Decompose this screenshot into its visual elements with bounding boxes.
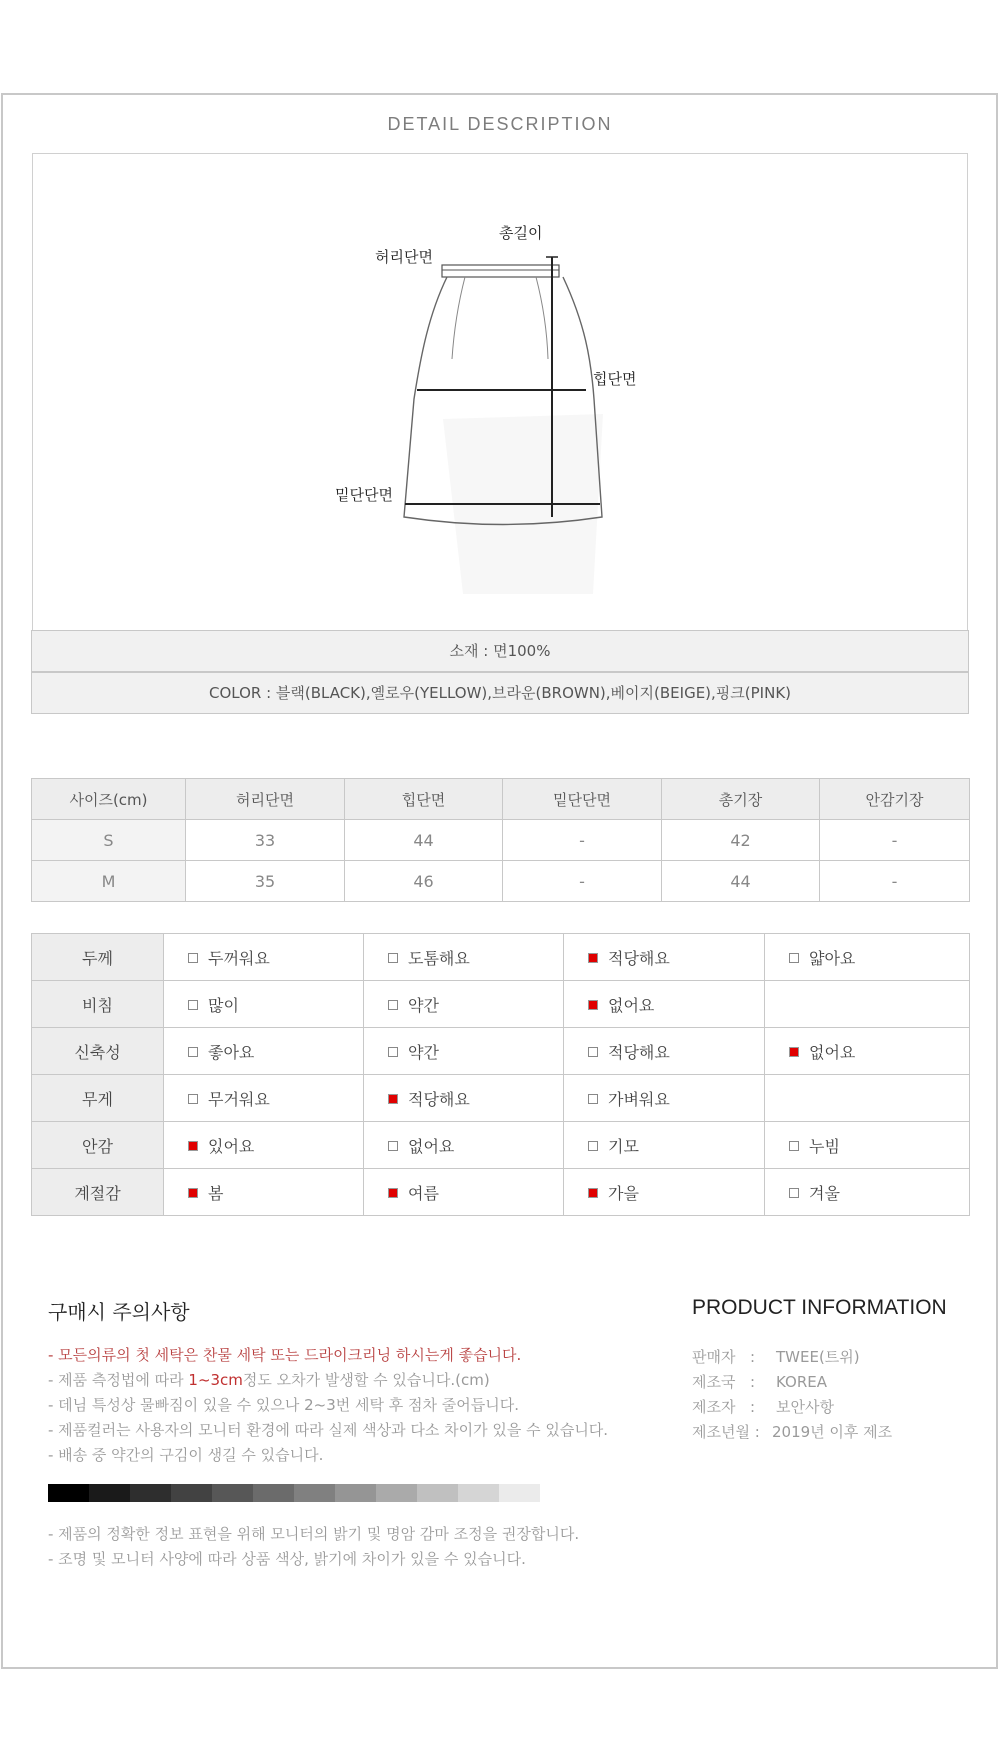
attribute-option (564, 1075, 765, 1122)
size-cell: S (32, 820, 186, 861)
purchase-notice-title: 구매시 주의사항 (48, 1300, 190, 1324)
option-label: 겨울 (809, 1183, 840, 1203)
product-info-value: KOREA (776, 1373, 827, 1391)
value-cell: 35 (186, 861, 345, 902)
monitor-gray-scale (48, 1484, 540, 1502)
attribute-option (164, 981, 364, 1028)
header-cell: 안감기장 (820, 779, 970, 820)
notice-item: - 배송 중 약간의 구김이 생길 수 있습니다. (48, 1446, 324, 1464)
gray-swatch (458, 1484, 499, 1502)
attribute-option (564, 1122, 765, 1169)
attribute-name: 계절감 (32, 1169, 164, 1216)
value-cell: 46 (345, 861, 503, 902)
option-label: 여름 (408, 1183, 439, 1203)
option-label: 가벼워요 (608, 1089, 670, 1109)
product-info-key: 제조년월 : (692, 1423, 760, 1441)
attribute-option (364, 1169, 564, 1216)
waist-label: 허리단면 (375, 248, 433, 266)
option-label: 기모 (608, 1136, 639, 1156)
attribute-option (164, 1169, 364, 1216)
attribute-option (564, 1169, 765, 1216)
option-label: 없어요 (608, 995, 655, 1015)
notice-text: - 제품 측정법에 따라 (48, 1371, 189, 1389)
notice-item: - 제품컬러는 사용자의 모니터 환경에 따라 실제 색상과 다소 차이가 있을 수 있습니다. (48, 1421, 609, 1439)
product-info-separator: : (750, 1373, 756, 1391)
gray-swatch (376, 1484, 417, 1502)
notice-text: 정도 오차가 발생할 수 있습니다.(cm) (242, 1371, 490, 1389)
empty-cell (765, 981, 970, 1028)
gray-swatch (171, 1484, 212, 1502)
attribute-option (765, 1169, 970, 1216)
product-info-key: 제조자 (692, 1398, 736, 1416)
notice-highlight: 1~3cm (188, 1371, 243, 1389)
unchecked-box-icon (188, 1047, 198, 1057)
size-cell: M (32, 861, 186, 902)
option-label: 약간 (408, 995, 439, 1015)
checked-box-icon (388, 1188, 398, 1198)
option-label: 있어요 (208, 1136, 255, 1156)
gray-swatch (48, 1484, 89, 1502)
value-cell: - (820, 861, 970, 902)
notice-item: - 모든의류의 첫 세탁은 찬물 세탁 또는 드라이크리닝 하시는게 좋습니다. (48, 1346, 522, 1364)
gray-swatch (212, 1484, 253, 1502)
hip-label: 힙단면 (593, 370, 637, 388)
option-label: 봄 (208, 1183, 224, 1203)
value-cell: - (503, 861, 662, 902)
header-cell: 밑단단면 (503, 779, 662, 820)
unchecked-box-icon (388, 1000, 398, 1010)
unchecked-box-icon (588, 1094, 598, 1104)
attribute-option (765, 934, 970, 981)
value-cell: - (503, 820, 662, 861)
checked-box-icon (588, 1188, 598, 1198)
option-label: 두꺼워요 (208, 948, 270, 968)
gray-swatch (294, 1484, 335, 1502)
option-label: 약간 (408, 1042, 439, 1062)
fabric-attributes-table (31, 933, 970, 1216)
skirt-diagram (32, 153, 968, 631)
attribute-option (364, 1075, 564, 1122)
option-label: 무거워요 (208, 1089, 270, 1109)
option-label: 누빔 (809, 1136, 840, 1156)
gray-swatch (253, 1484, 294, 1502)
unchecked-box-icon (789, 953, 799, 963)
unchecked-box-icon (789, 1188, 799, 1198)
notice-item (48, 1368, 608, 1393)
gray-swatch (335, 1484, 376, 1502)
notice-item: - 데님 특성상 물빠짐이 있을 수 있으나 2~3번 세탁 후 점차 줄어듭니다. (48, 1396, 520, 1414)
size-table (31, 778, 970, 902)
checked-box-icon (188, 1141, 198, 1151)
attribute-option (164, 1075, 364, 1122)
table-row (32, 1075, 970, 1122)
gray-swatch (130, 1484, 171, 1502)
unchecked-box-icon (388, 1141, 398, 1151)
option-label: 얇아요 (809, 948, 856, 968)
table-row (32, 981, 970, 1028)
product-info-row (692, 1395, 892, 1420)
option-label: 적당해요 (608, 1042, 670, 1062)
material-row: 소재 : 면100% (31, 630, 969, 672)
attribute-name: 비침 (32, 981, 164, 1028)
unchecked-box-icon (388, 1047, 398, 1057)
attribute-option (564, 934, 765, 981)
attribute-option (364, 1122, 564, 1169)
hem-label: 밑단단면 (335, 486, 393, 504)
option-label: 좋아요 (208, 1042, 255, 1062)
purchase-notice-list (48, 1343, 608, 1468)
product-info-key: 제조국 (692, 1373, 736, 1391)
product-info-separator: : (750, 1398, 756, 1416)
attribute-option (164, 934, 364, 981)
product-info-value: TWEE(트위) (776, 1348, 860, 1366)
product-info-separator: : (750, 1348, 756, 1366)
attribute-option (164, 1122, 364, 1169)
attribute-name: 신축성 (32, 1028, 164, 1075)
unchecked-box-icon (188, 953, 198, 963)
table-row (32, 1028, 970, 1075)
unchecked-box-icon (188, 1094, 198, 1104)
attribute-option (164, 1028, 364, 1075)
empty-cell (765, 1075, 970, 1122)
attribute-name: 두께 (32, 934, 164, 981)
product-info-title: PRODUCT INFORMATION (692, 1296, 947, 1319)
product-info-value: 보안사항 (776, 1398, 834, 1416)
table-row (32, 820, 970, 861)
section-heading: DETAIL DESCRIPTION (387, 114, 613, 134)
value-cell: 44 (345, 820, 503, 861)
size-table-header (32, 779, 970, 820)
option-label: 적당해요 (608, 948, 670, 968)
notice-item: - 조명 및 모니터 사양에 따라 상품 색상, 밝기에 차이가 있을 수 있습니다. (48, 1550, 526, 1568)
monitor-notice-list (48, 1522, 579, 1572)
attribute-name: 안감 (32, 1122, 164, 1169)
color-row: COLOR : 블랙(BLACK),옐로우(YELLOW),브라운(BROWN),베이지(BEIGE),핑크(PINK) (31, 672, 969, 714)
table-row (32, 861, 970, 902)
option-label: 도톰해요 (408, 948, 470, 968)
gray-swatch (417, 1484, 458, 1502)
option-label: 없어요 (408, 1136, 455, 1156)
product-info-row (692, 1370, 892, 1395)
header-cell: 총기장 (662, 779, 820, 820)
product-info-row (692, 1420, 892, 1445)
header-cell: 힙단면 (345, 779, 503, 820)
product-info-row (692, 1345, 892, 1370)
table-row (32, 934, 970, 981)
product-info-value: 2019년 이후 제조 (772, 1423, 893, 1441)
option-label: 없어요 (809, 1042, 856, 1062)
value-cell: 33 (186, 820, 345, 861)
table-row (32, 1122, 970, 1169)
notice-item: - 제품의 정확한 정보 표현을 위해 모니터의 밝기 및 명암 감마 조정을 권장합니다. (48, 1525, 580, 1543)
attribute-option (364, 1028, 564, 1075)
unchecked-box-icon (588, 1047, 598, 1057)
option-label: 가을 (608, 1183, 639, 1203)
checked-box-icon (188, 1188, 198, 1198)
product-info-list (692, 1345, 892, 1445)
gray-swatch (499, 1484, 540, 1502)
unchecked-box-icon (789, 1141, 799, 1151)
attribute-option (765, 1122, 970, 1169)
checked-box-icon (388, 1094, 398, 1104)
total-length-label: 총길이 (499, 224, 543, 242)
attribute-option (564, 1028, 765, 1075)
unchecked-box-icon (588, 1141, 598, 1151)
checked-box-icon (588, 953, 598, 963)
product-info-key: 판매자 (692, 1348, 736, 1366)
checked-box-icon (588, 1000, 598, 1010)
checked-box-icon (789, 1047, 799, 1057)
attribute-name: 무게 (32, 1075, 164, 1122)
value-cell: - (820, 820, 970, 861)
gray-swatch (89, 1484, 130, 1502)
unchecked-box-icon (188, 1000, 198, 1010)
value-cell: 42 (662, 820, 820, 861)
attribute-option (564, 981, 765, 1028)
header-cell: 허리단면 (186, 779, 345, 820)
header-cell: 사이즈(cm) (32, 779, 186, 820)
value-cell: 44 (662, 861, 820, 902)
unchecked-box-icon (388, 953, 398, 963)
option-label: 많이 (208, 995, 239, 1015)
table-row (32, 1169, 970, 1216)
attribute-option (364, 981, 564, 1028)
attribute-option (364, 934, 564, 981)
attribute-option (765, 1028, 970, 1075)
option-label: 적당해요 (408, 1089, 470, 1109)
